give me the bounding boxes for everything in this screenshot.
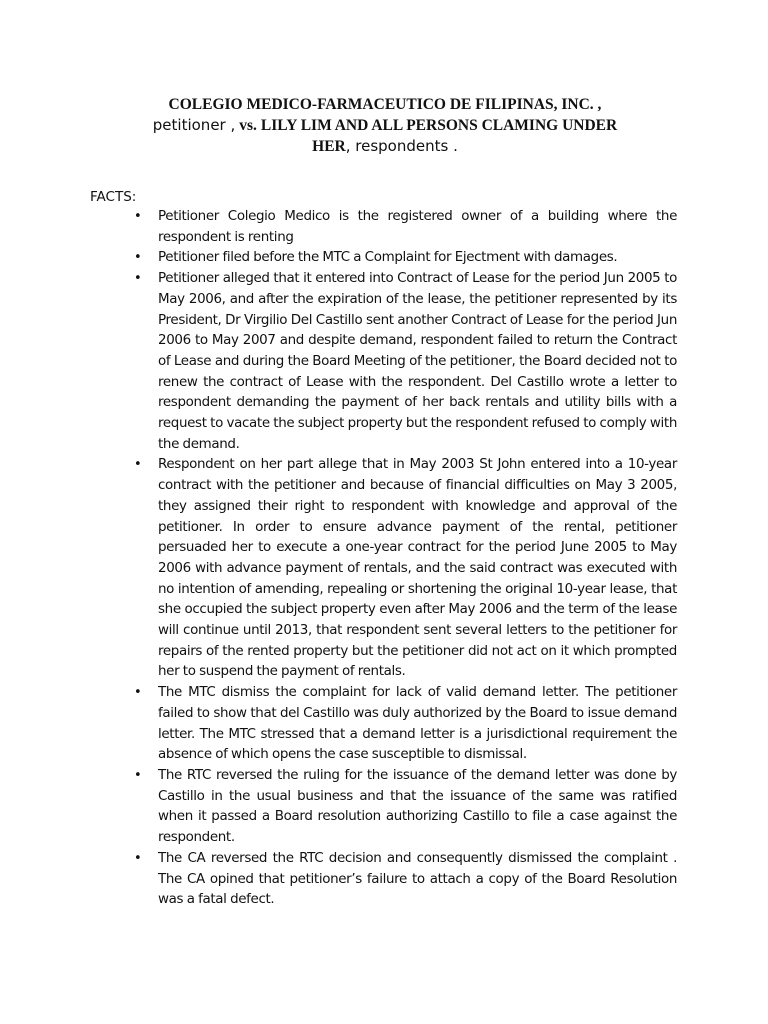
fact-text: Petitioner filed before the MTC a Complaint for Ejectment with damages. (158, 250, 618, 266)
bullet-icon: • (134, 457, 142, 473)
case-title (120, 94, 650, 157)
case-title-line-2 (120, 115, 650, 136)
fact-text: The MTC dismiss the complaint for lack of valid demand letter. The petitioner failed to show that del Castillo was duly authorized by the Board to issue demand letter. The MTC stressed that a demand letter is a jurisdictional requirement the absence of which opens the case susceptible to dismissal. (158, 685, 677, 763)
list-item (134, 849, 677, 911)
fact-text: The RTC reversed the ruling for the issuance of the demand letter was done by Castillo in the usual business and that the issuance of the same was ratified when it passed a Board resolution authorizing Castillo to file a case against the respondent. (158, 767, 677, 846)
list-item (134, 269, 677, 455)
case-title-line-3 (120, 136, 650, 157)
fact-text: The CA reversed the RTC decision and consequently dismissed the complaint . The CA opined that petitioner’s failure to attach a copy of the Board Resolution was a fatal defect. (158, 850, 677, 908)
respondent-role: , respondents . (345, 137, 458, 155)
fact-text: Petitioner alleged that it entered into Contract of Lease for the period Jun 2005 to May 2006, and after the expiration of the lease, the petitioner represented by its President, Dr Virgilio Del Castillo sent another Contract of Lease for the period Jun 2006 to May 2007 and despite demand, respondent failed to return the Contract of Lease and during the Board Meeting of the petitioner, the Board decided not to renew the contract of Lease with the respondent. Del Castillo wrote a letter to respondent demanding the payment of her back rentals and utility bills with a request to vacate the subject property but the respondent refused to comply with the demand. (158, 271, 677, 452)
bullet-icon: • (134, 850, 142, 866)
respondent-name: LILY LIM AND ALL PERSONS CLAMING UNDER (260, 117, 618, 134)
versus-label: vs. (239, 117, 257, 134)
bullet-icon: • (134, 209, 142, 224)
facts-list (134, 207, 677, 911)
fact-text: Petitioner Colegio Medico is the registered owner of a building where the respondent is renting (158, 209, 677, 245)
respondent-name-continued: HER (312, 138, 346, 155)
list-item (134, 248, 677, 269)
fact-text: Respondent on her part allege that in May 2003 St John entered into a 10-year contract with the petitioner and because of financial difficulties on May 3 2005, they assigned their right to respondent with knowledge and approval of the petitioner. In order to ensure advance payment of the rental, petitioner persuaded her to execute a one-year contract for the period June 2005 to May 2006 with advance payment of rentals, and the said contract was executed with no intention of amending, repealing or shortening the original 10-year lease, that she occupied the subject property even after May 2006 and the term of the lease will continue until 2013, that respondent sent several letters to the petitioner for repairs of the rented property but the petitioner did not act on it which prompted her to suspend the payment of rentals. (158, 457, 677, 680)
list-item (134, 766, 677, 849)
facts-heading: FACTS: (90, 189, 137, 205)
bullet-icon: • (134, 250, 142, 266)
petitioner-name: COLEGIO MEDICO-FARMACEUTICO DE FILIPINAS, INC. , (168, 96, 602, 113)
bullet-icon: • (134, 685, 142, 701)
bullet-icon: • (134, 271, 142, 287)
list-item (134, 207, 677, 248)
list-item (134, 455, 677, 683)
case-title-line-1 (120, 94, 650, 115)
petitioner-role: petitioner , (152, 116, 236, 134)
list-item (134, 683, 677, 766)
bullet-icon: • (134, 767, 142, 783)
